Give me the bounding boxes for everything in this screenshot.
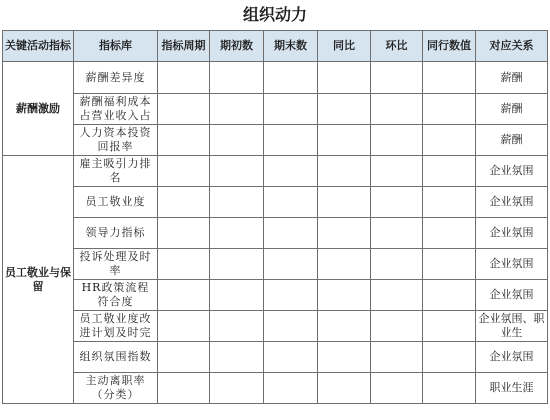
table-row xyxy=(3,342,548,373)
opening-cell xyxy=(210,373,264,404)
yoy-cell xyxy=(318,62,371,94)
yoy-cell xyxy=(318,311,371,342)
closing-cell xyxy=(264,311,318,342)
indicator-cell: 人力资本投资回报率 xyxy=(74,125,158,156)
mom-cell xyxy=(371,94,423,125)
indicator-cell: 员工敬业度改进计划及时完 xyxy=(74,311,158,342)
relation-cell: 企业氛围 xyxy=(476,249,548,280)
relation-cell: 企业氛围、职业生 xyxy=(476,311,548,342)
yoy-cell xyxy=(318,187,371,218)
closing-cell xyxy=(264,280,318,311)
table-row xyxy=(3,187,548,218)
header-indicator-period: 指标周期 xyxy=(158,31,210,62)
relation-cell: 薪酬 xyxy=(476,62,548,94)
mom-cell xyxy=(371,125,423,156)
yoy-cell xyxy=(318,373,371,404)
category-engagement-retention: 员工敬业与保留 xyxy=(3,156,74,404)
period-cell xyxy=(158,342,210,373)
peer-cell xyxy=(423,125,476,156)
table-row xyxy=(3,125,548,156)
mom-cell xyxy=(371,156,423,187)
opening-cell xyxy=(210,280,264,311)
header-closing-count: 期末数 xyxy=(264,31,318,62)
table-row xyxy=(3,373,548,404)
closing-cell xyxy=(264,342,318,373)
mom-cell xyxy=(371,62,423,94)
indicator-cell: 员工敬业度 xyxy=(74,187,158,218)
table-row xyxy=(3,94,548,125)
peer-cell xyxy=(423,280,476,311)
closing-cell xyxy=(264,218,318,249)
opening-cell xyxy=(210,125,264,156)
closing-cell xyxy=(264,125,318,156)
header-mom: 环比 xyxy=(371,31,423,62)
table-row xyxy=(3,218,548,249)
indicator-cell: 薪酬差异度 xyxy=(74,62,158,94)
peer-cell xyxy=(423,94,476,125)
relation-cell: 企业氛围 xyxy=(476,342,548,373)
mom-cell xyxy=(371,280,423,311)
table-header xyxy=(3,31,548,62)
header-peer-value: 同行数值 xyxy=(423,31,476,62)
table-row xyxy=(3,62,548,94)
mom-cell xyxy=(371,373,423,404)
peer-cell xyxy=(423,342,476,373)
indicator-cell: 薪酬福利成本占营业收入占 xyxy=(74,94,158,125)
peer-cell xyxy=(423,373,476,404)
period-cell xyxy=(158,187,210,218)
indicator-cell: 主动离职率（分类） xyxy=(74,373,158,404)
yoy-cell xyxy=(318,342,371,373)
period-cell xyxy=(158,218,210,249)
table-body xyxy=(3,62,548,404)
mom-cell xyxy=(371,249,423,280)
peer-cell xyxy=(423,62,476,94)
table-row xyxy=(3,280,548,311)
yoy-cell xyxy=(318,280,371,311)
relation-cell: 薪酬 xyxy=(476,125,548,156)
table-row xyxy=(3,311,548,342)
period-cell xyxy=(158,94,210,125)
yoy-cell xyxy=(318,125,371,156)
period-cell xyxy=(158,62,210,94)
peer-cell xyxy=(423,311,476,342)
table-row xyxy=(3,156,548,187)
period-cell xyxy=(158,156,210,187)
indicator-cell: 领导力指标 xyxy=(74,218,158,249)
period-cell xyxy=(158,311,210,342)
mom-cell xyxy=(371,187,423,218)
header-yoy: 同比 xyxy=(318,31,371,62)
category-salary-incentive: 薪酬激励 xyxy=(3,62,74,156)
indicator-cell: 雇主吸引力排名 xyxy=(74,156,158,187)
period-cell xyxy=(158,125,210,156)
peer-cell xyxy=(423,218,476,249)
indicator-cell: HR政策流程符合度 xyxy=(74,280,158,311)
opening-cell xyxy=(210,249,264,280)
header-opening-count: 期初数 xyxy=(210,31,264,62)
closing-cell xyxy=(264,187,318,218)
relation-cell: 薪酬 xyxy=(476,94,548,125)
yoy-cell xyxy=(318,249,371,280)
indicator-cell: 投诉处理及时率 xyxy=(74,249,158,280)
opening-cell xyxy=(210,62,264,94)
peer-cell xyxy=(423,156,476,187)
mom-cell xyxy=(371,218,423,249)
opening-cell xyxy=(210,94,264,125)
relation-cell: 企业氛围 xyxy=(476,187,548,218)
period-cell xyxy=(158,373,210,404)
relation-cell: 企业氛围 xyxy=(476,280,548,311)
yoy-cell xyxy=(318,156,371,187)
peer-cell xyxy=(423,187,476,218)
header-relation: 对应关系 xyxy=(476,31,548,62)
closing-cell xyxy=(264,249,318,280)
table-row xyxy=(3,249,548,280)
period-cell xyxy=(158,249,210,280)
peer-cell xyxy=(423,249,476,280)
mom-cell xyxy=(371,342,423,373)
relation-cell: 职业生涯 xyxy=(476,373,548,404)
page-title: 组织动力 xyxy=(242,5,307,24)
yoy-cell xyxy=(318,218,371,249)
relation-cell: 企业氛围 xyxy=(476,218,548,249)
opening-cell xyxy=(210,311,264,342)
yoy-cell xyxy=(318,94,371,125)
header-indicator-library: 指标库 xyxy=(74,31,158,62)
opening-cell xyxy=(210,187,264,218)
opening-cell xyxy=(210,342,264,373)
closing-cell xyxy=(264,156,318,187)
opening-cell xyxy=(210,156,264,187)
indicator-cell: 组织氛围指数 xyxy=(74,342,158,373)
kpi-table xyxy=(2,30,548,404)
period-cell xyxy=(158,280,210,311)
opening-cell xyxy=(210,218,264,249)
mom-cell xyxy=(371,311,423,342)
closing-cell xyxy=(264,62,318,94)
relation-cell: 企业氛围 xyxy=(476,156,548,187)
closing-cell xyxy=(264,94,318,125)
closing-cell xyxy=(264,373,318,404)
header-key-activity: 关键活动指标 xyxy=(3,31,74,62)
